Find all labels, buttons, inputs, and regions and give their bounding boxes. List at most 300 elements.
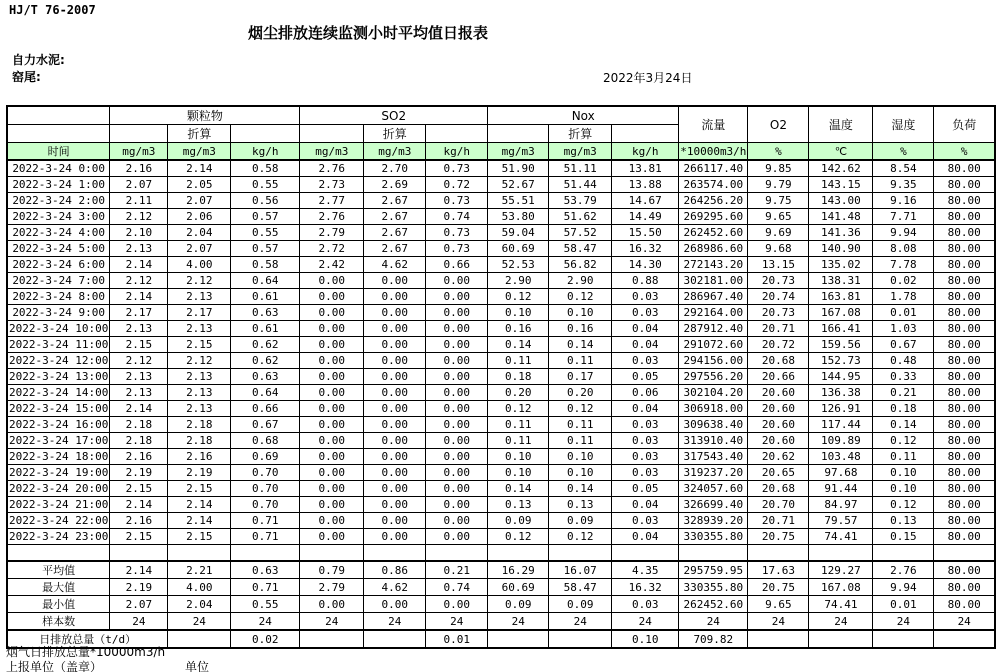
- daily-total-value-cell: 709.82: [679, 630, 748, 648]
- value-cell: 0.00: [426, 513, 488, 529]
- value-cell: 0.14: [488, 337, 549, 353]
- value-cell: 0.10: [873, 465, 934, 481]
- value-cell: 2.14: [110, 497, 168, 513]
- header-row-units: [7, 143, 995, 161]
- table-row: [7, 481, 995, 497]
- empty-header-cell: [426, 125, 488, 143]
- time-cell: 2022-3-24 19:00: [9, 466, 109, 479]
- summary-value-cell: 0.09: [549, 596, 612, 613]
- column-header-temperature: 温度: [809, 106, 873, 143]
- summary-value-cell: 0.74: [426, 579, 488, 596]
- value-cell: 317543.40: [679, 449, 748, 465]
- time-cell: 2022-3-24 20:00: [9, 482, 109, 495]
- empty-header-cell: [612, 125, 679, 143]
- value-cell: 0.00: [426, 337, 488, 353]
- value-cell: 20.70: [748, 497, 809, 513]
- summary-value-cell: 129.27: [809, 561, 873, 579]
- value-cell: 0.12: [873, 433, 934, 449]
- value-cell: 0.00: [426, 401, 488, 417]
- empty-header-cell: [488, 125, 549, 143]
- value-cell: 0.00: [364, 337, 426, 353]
- value-cell: 0.12: [549, 289, 612, 305]
- empty-cell: [549, 545, 612, 562]
- value-cell: 0.09: [488, 513, 549, 529]
- value-cell: 0.00: [300, 513, 364, 529]
- value-cell: 20.71: [748, 513, 809, 529]
- value-cell: 319237.20: [679, 465, 748, 481]
- value-cell: 0.00: [426, 273, 488, 289]
- value-cell: 0.12: [873, 497, 934, 513]
- value-cell: 2.16: [110, 449, 168, 465]
- value-cell: 0.57: [231, 241, 300, 257]
- value-cell: 2.13: [110, 321, 168, 337]
- value-cell: 135.02: [809, 257, 873, 273]
- value-cell: 0.04: [612, 401, 679, 417]
- value-cell: 109.89: [809, 433, 873, 449]
- value-cell: 152.73: [809, 353, 873, 369]
- report-date: 2022年3月24日: [603, 71, 693, 85]
- value-cell: 0.67: [873, 337, 934, 353]
- table-row: [7, 160, 995, 177]
- empty-header-cell: [231, 125, 300, 143]
- value-cell: 0.16: [549, 321, 612, 337]
- value-cell: 80.00: [934, 273, 995, 289]
- value-cell: 2.12: [168, 353, 231, 369]
- value-cell: 97.68: [809, 465, 873, 481]
- value-cell: 0.11: [549, 353, 612, 369]
- unit-header: mg/m3: [488, 143, 549, 161]
- value-cell: 2.72: [300, 241, 364, 257]
- daily-total-value-cell: [488, 630, 549, 648]
- value-cell: 53.80: [488, 209, 549, 225]
- value-cell: 53.79: [549, 193, 612, 209]
- value-cell: 0.62: [231, 337, 300, 353]
- summary-value-cell: 0.09: [488, 596, 549, 613]
- value-cell: 58.47: [549, 241, 612, 257]
- value-cell: 0.00: [300, 385, 364, 401]
- empty-cell: [488, 545, 549, 562]
- value-cell: 0.11: [549, 417, 612, 433]
- value-cell: 0.00: [426, 305, 488, 321]
- value-cell: 20.75: [748, 529, 809, 545]
- unit-header: mg/m3: [549, 143, 612, 161]
- value-cell: 0.57: [231, 209, 300, 225]
- value-cell: 0.00: [364, 305, 426, 321]
- value-cell: 286967.40: [679, 289, 748, 305]
- value-cell: 324057.60: [679, 481, 748, 497]
- monitor-location: 窑尾:: [12, 70, 41, 84]
- time-cell: 2022-3-24 10:00: [9, 322, 109, 335]
- summary-value-cell: 24: [168, 613, 231, 631]
- empty-cell: [809, 545, 873, 562]
- time-cell: 2022-3-24 14:00: [9, 386, 109, 399]
- time-cell: 2022-3-24 13:00: [9, 370, 109, 383]
- value-cell: 2.77: [300, 193, 364, 209]
- time-cell: 2022-3-24 11:00: [9, 338, 109, 351]
- value-cell: 80.00: [934, 481, 995, 497]
- value-cell: 2.13: [168, 289, 231, 305]
- value-cell: 2.07: [110, 177, 168, 193]
- value-cell: 51.44: [549, 177, 612, 193]
- table-row: [7, 353, 995, 369]
- value-cell: 2.12: [168, 273, 231, 289]
- table-row: [7, 177, 995, 193]
- value-cell: 0.00: [300, 353, 364, 369]
- value-cell: 0.11: [873, 449, 934, 465]
- value-cell: 0.21: [873, 385, 934, 401]
- summary-label-cell: 最大值: [7, 579, 110, 596]
- value-cell: 2.11: [110, 193, 168, 209]
- value-cell: 0.00: [300, 337, 364, 353]
- summary-value-cell: 24: [364, 613, 426, 631]
- value-cell: 2.14: [168, 160, 231, 177]
- value-cell: 142.62: [809, 160, 873, 177]
- value-cell: 2.10: [110, 225, 168, 241]
- summary-value-cell: 0.63: [231, 561, 300, 579]
- table-row: [7, 465, 995, 481]
- value-cell: 0.11: [488, 353, 549, 369]
- time-cell: 2022-3-24 6:00: [7, 257, 110, 273]
- value-cell: 2.15: [110, 337, 168, 353]
- value-cell: 0.12: [549, 529, 612, 545]
- value-cell: 56.82: [549, 257, 612, 273]
- monitoring-table: [6, 105, 996, 649]
- value-cell: 20.73: [748, 273, 809, 289]
- value-cell: 272143.20: [679, 257, 748, 273]
- value-cell: 143.00: [809, 193, 873, 209]
- value-cell: 0.00: [364, 321, 426, 337]
- summary-value-cell: 80.00: [934, 596, 995, 613]
- value-cell: 80.00: [934, 433, 995, 449]
- empty-cell: [231, 545, 300, 562]
- value-cell: 0.55: [231, 225, 300, 241]
- summary-value-cell: 24: [809, 613, 873, 631]
- time-cell: 2022-3-24 23:00: [9, 530, 109, 543]
- value-cell: 0.13: [873, 513, 934, 529]
- value-cell: 2.18: [110, 433, 168, 449]
- value-cell: 0.64: [231, 273, 300, 289]
- unit-header: kg/h: [231, 143, 300, 161]
- daily-total-value-cell: [364, 630, 426, 648]
- summary-value-cell: 16.32: [612, 579, 679, 596]
- value-cell: 0.61: [231, 289, 300, 305]
- value-cell: 0.00: [426, 465, 488, 481]
- summary-value-cell: 24: [748, 613, 809, 631]
- value-cell: 20.60: [748, 401, 809, 417]
- value-cell: 55.51: [488, 193, 549, 209]
- value-cell: 2.13: [168, 385, 231, 401]
- daily-total-value-cell: [934, 630, 995, 648]
- value-cell: 0.58: [231, 160, 300, 177]
- value-cell: 80.00: [934, 529, 995, 545]
- value-cell: 167.08: [809, 305, 873, 321]
- value-cell: 2.13: [168, 321, 231, 337]
- value-cell: 144.95: [809, 369, 873, 385]
- value-cell: 80.00: [934, 497, 995, 513]
- summary-value-cell: 4.35: [612, 561, 679, 579]
- value-cell: 0.00: [426, 433, 488, 449]
- value-cell: 20.60: [748, 417, 809, 433]
- converted-label: 折算: [364, 125, 426, 143]
- value-cell: 14.49: [612, 209, 679, 225]
- value-cell: 0.03: [612, 289, 679, 305]
- unit-header: %: [748, 143, 809, 161]
- value-cell: 1.78: [873, 289, 934, 305]
- value-cell: 330355.80: [679, 529, 748, 545]
- value-cell: 0.00: [426, 481, 488, 497]
- time-cell: 2022-3-24 8:00: [7, 289, 110, 305]
- summary-value-cell: 295759.95: [679, 561, 748, 579]
- summary-value-cell: 0.86: [364, 561, 426, 579]
- value-cell: 20.62: [748, 449, 809, 465]
- value-cell: 80.00: [934, 465, 995, 481]
- summary-value-cell: 24: [679, 613, 748, 631]
- daily-total-value-cell: [873, 630, 934, 648]
- time-cell: 2022-3-24 22:00: [9, 514, 109, 527]
- value-cell: 91.44: [809, 481, 873, 497]
- value-cell: 20.60: [748, 385, 809, 401]
- value-cell: 4.62: [364, 257, 426, 273]
- summary-value-cell: 2.76: [873, 561, 934, 579]
- value-cell: 2.14: [110, 289, 168, 305]
- value-cell: 2.13: [110, 385, 168, 401]
- column-header-load: 负荷: [934, 106, 995, 143]
- value-cell: 0.04: [612, 321, 679, 337]
- summary-value-cell: 0.01: [873, 596, 934, 613]
- daily-total-label-cell: 日排放总量（t/d）: [7, 630, 168, 648]
- table-row: [7, 529, 995, 545]
- value-cell: 0.00: [426, 353, 488, 369]
- summary-value-cell: 9.94: [873, 579, 934, 596]
- value-cell: 2.67: [364, 193, 426, 209]
- value-cell: 0.10: [488, 465, 549, 481]
- value-cell: 80.00: [934, 385, 995, 401]
- value-cell: 159.56: [809, 337, 873, 353]
- corner-cell: [7, 106, 110, 125]
- value-cell: 2.16: [110, 513, 168, 529]
- value-cell: 294156.00: [679, 353, 748, 369]
- empty-header-cell: [110, 125, 168, 143]
- value-cell: 0.13: [549, 497, 612, 513]
- value-cell: 0.61: [231, 321, 300, 337]
- value-cell: 9.75: [748, 193, 809, 209]
- value-cell: 52.67: [488, 177, 549, 193]
- value-cell: 14.30: [612, 257, 679, 273]
- value-cell: 0.73: [426, 241, 488, 257]
- value-cell: 0.10: [549, 449, 612, 465]
- value-cell: 138.31: [809, 273, 873, 289]
- table-row: [7, 449, 995, 465]
- value-cell: 2.18: [110, 417, 168, 433]
- value-cell: 0.12: [488, 401, 549, 417]
- value-cell: 0.56: [231, 193, 300, 209]
- table-row: [7, 289, 995, 305]
- value-cell: 80.00: [934, 337, 995, 353]
- value-cell: 9.35: [873, 177, 934, 193]
- value-cell: 2.70: [364, 160, 426, 177]
- value-cell: 0.12: [488, 529, 549, 545]
- time-cell: 2022-3-24 4:00: [7, 225, 110, 241]
- time-cell: 2022-3-24 18:00: [9, 450, 109, 463]
- summary-value-cell: 0.00: [426, 596, 488, 613]
- value-cell: 0.00: [426, 321, 488, 337]
- value-cell: 2.13: [168, 369, 231, 385]
- header-row-groups: [7, 106, 995, 125]
- value-cell: 2.17: [110, 305, 168, 321]
- value-cell: 20.65: [748, 465, 809, 481]
- value-cell: 306918.00: [679, 401, 748, 417]
- table-row: [7, 193, 995, 209]
- value-cell: 8.08: [873, 241, 934, 257]
- empty-cell: [873, 545, 934, 562]
- table-row: [7, 321, 995, 337]
- unit-header: kg/h: [426, 143, 488, 161]
- value-cell: 51.90: [488, 160, 549, 177]
- value-cell: 2.13: [168, 401, 231, 417]
- value-cell: 80.00: [934, 369, 995, 385]
- value-cell: 0.11: [488, 417, 549, 433]
- value-cell: 0.06: [612, 385, 679, 401]
- summary-label-cell: 最小值: [7, 596, 110, 613]
- summary-value-cell: 9.65: [748, 596, 809, 613]
- value-cell: 2.04: [168, 225, 231, 241]
- table-row: [7, 225, 995, 241]
- value-cell: 136.38: [809, 385, 873, 401]
- summary-value-cell: 24: [426, 613, 488, 631]
- value-cell: 141.48: [809, 209, 873, 225]
- table-row: [7, 369, 995, 385]
- summary-row: [7, 596, 995, 613]
- empty-cell: [679, 545, 748, 562]
- value-cell: 0.63: [231, 369, 300, 385]
- value-cell: 0.00: [364, 481, 426, 497]
- value-cell: 9.85: [748, 160, 809, 177]
- value-cell: 80.00: [934, 513, 995, 529]
- value-cell: 0.11: [549, 433, 612, 449]
- value-cell: 80.00: [934, 193, 995, 209]
- unit-label: 单位: [185, 660, 210, 672]
- group-header-pm: 颗粒物: [110, 106, 300, 125]
- time-cell: 2022-3-24 17:00: [9, 434, 109, 447]
- unit-header: mg/m3: [168, 143, 231, 161]
- value-cell: 20.60: [748, 433, 809, 449]
- value-cell: 0.14: [488, 481, 549, 497]
- value-cell: 13.81: [612, 160, 679, 177]
- time-cell: 2022-3-24 21:00: [9, 498, 109, 511]
- value-cell: 1.03: [873, 321, 934, 337]
- value-cell: 0.00: [364, 401, 426, 417]
- value-cell: 313910.40: [679, 433, 748, 449]
- value-cell: 0.14: [549, 481, 612, 497]
- value-cell: 2.15: [168, 481, 231, 497]
- value-cell: 2.18: [168, 417, 231, 433]
- value-cell: 0.00: [426, 417, 488, 433]
- value-cell: 0.03: [612, 449, 679, 465]
- value-cell: 262452.60: [679, 225, 748, 241]
- value-cell: 2.19: [110, 465, 168, 481]
- value-cell: 0.00: [364, 497, 426, 513]
- value-cell: 20.72: [748, 337, 809, 353]
- summary-value-cell: 2.21: [168, 561, 231, 579]
- summary-value-cell: 167.08: [809, 579, 873, 596]
- value-cell: 2.14: [110, 401, 168, 417]
- value-cell: 0.00: [364, 529, 426, 545]
- value-cell: 51.62: [549, 209, 612, 225]
- value-cell: 80.00: [934, 177, 995, 193]
- value-cell: 79.57: [809, 513, 873, 529]
- summary-value-cell: 24: [934, 613, 995, 631]
- table-row: [7, 385, 995, 401]
- summary-value-cell: 0.00: [300, 596, 364, 613]
- value-cell: 80.00: [934, 401, 995, 417]
- unit-header: *10000m3/h: [679, 143, 748, 161]
- daily-total-value-cell: 0.01: [426, 630, 488, 648]
- summary-value-cell: 24: [231, 613, 300, 631]
- daily-total-value-cell: [809, 630, 873, 648]
- value-cell: 140.90: [809, 241, 873, 257]
- value-cell: 80.00: [934, 305, 995, 321]
- time-cell: 2022-3-24 1:00: [7, 177, 110, 193]
- value-cell: 0.58: [231, 257, 300, 273]
- empty-cell: [110, 545, 168, 562]
- value-cell: 309638.40: [679, 417, 748, 433]
- summary-row: [7, 579, 995, 596]
- value-cell: 4.00: [168, 257, 231, 273]
- table-row: [7, 417, 995, 433]
- value-cell: 80.00: [934, 289, 995, 305]
- summary-value-cell: 60.69: [488, 579, 549, 596]
- company-name: 自力水泥:: [12, 53, 65, 67]
- value-cell: 0.63: [231, 305, 300, 321]
- value-cell: 0.00: [300, 305, 364, 321]
- empty-cell: [364, 545, 426, 562]
- value-cell: 80.00: [934, 257, 995, 273]
- empty-cell: [748, 545, 809, 562]
- value-cell: 2.14: [110, 257, 168, 273]
- value-cell: 0.00: [426, 449, 488, 465]
- value-cell: 0.13: [488, 497, 549, 513]
- column-header-flow: 流量: [679, 106, 748, 143]
- summary-value-cell: 24: [488, 613, 549, 631]
- value-cell: 0.11: [488, 433, 549, 449]
- flue-gas-daily-total-label: 烟气日排放总量*10000m3/h: [6, 645, 166, 659]
- value-cell: 141.36: [809, 225, 873, 241]
- value-cell: 9.94: [873, 225, 934, 241]
- summary-value-cell: 0.71: [231, 579, 300, 596]
- value-cell: 59.04: [488, 225, 549, 241]
- value-cell: 2.13: [110, 241, 168, 257]
- summary-value-cell: 4.62: [364, 579, 426, 596]
- value-cell: 9.79: [748, 177, 809, 193]
- value-cell: 328939.20: [679, 513, 748, 529]
- summary-value-cell: 0.55: [231, 596, 300, 613]
- value-cell: 0.00: [364, 449, 426, 465]
- value-cell: 52.53: [488, 257, 549, 273]
- summary-value-cell: 24: [549, 613, 612, 631]
- table-row: [7, 497, 995, 513]
- value-cell: 2.14: [168, 513, 231, 529]
- value-cell: 0.74: [426, 209, 488, 225]
- summary-value-cell: 262452.60: [679, 596, 748, 613]
- value-cell: 0.10: [873, 481, 934, 497]
- value-cell: 20.68: [748, 353, 809, 369]
- summary-value-cell: 4.00: [168, 579, 231, 596]
- value-cell: 80.00: [934, 241, 995, 257]
- summary-value-cell: 330355.80: [679, 579, 748, 596]
- value-cell: 126.91: [809, 401, 873, 417]
- summary-value-cell: 2.19: [110, 579, 168, 596]
- value-cell: 0.00: [300, 497, 364, 513]
